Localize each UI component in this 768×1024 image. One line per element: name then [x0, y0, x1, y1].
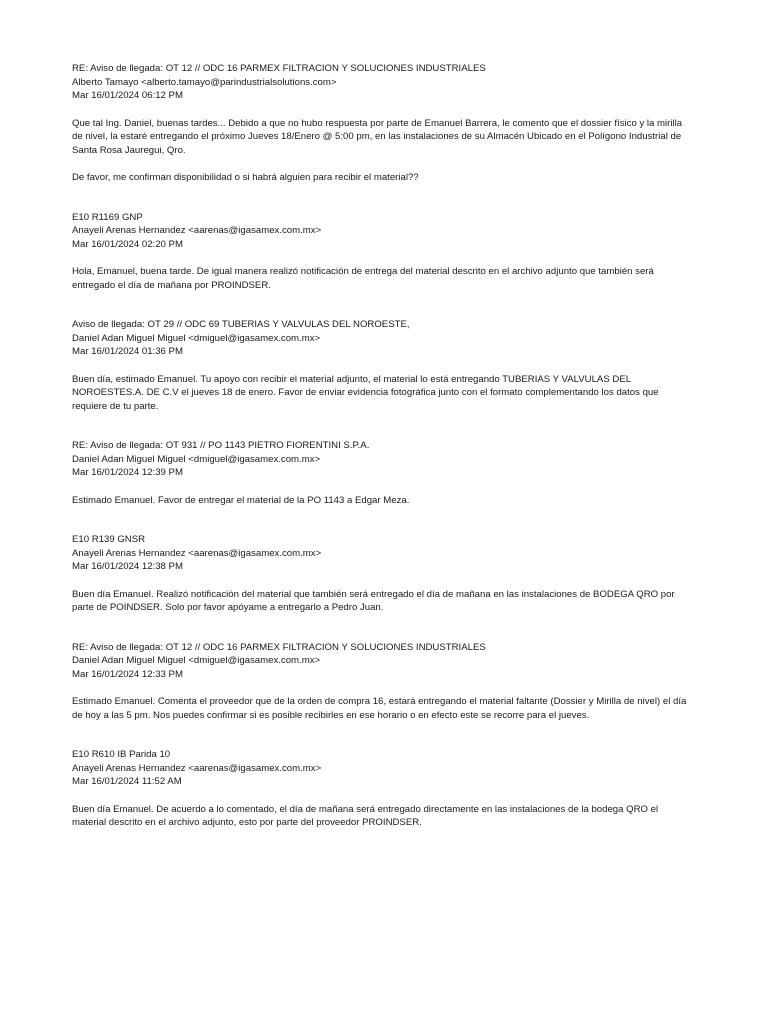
email-message — [72, 211, 692, 293]
email-subject: RE: Aviso de llegada: OT 12 // ODC 16 PARMEX FILTRACION Y SOLUCIONES INDUSTRIALES — [72, 63, 486, 74]
email-body-paragraph: Estimado Emanuel. Favor de entregar el material de la PO 1143 a Edgar Meza. — [72, 494, 410, 506]
email-subject: RE: Aviso de llegada: OT 12 // ODC 16 PARMEX FILTRACION Y SOLUCIONES INDUSTRIALES — [72, 641, 486, 653]
email-subject: Aviso de llegada: OT 29 // ODC 69 TUBERIAS Y VALVULAS DEL NOROESTE, — [72, 319, 410, 330]
email-subject: E10 R1169 GNP — [72, 211, 143, 223]
email-date: Mar 16/01/2024 11:52 AM — [72, 776, 182, 787]
email-sender: Anayeli Arenas Hernandez <aarenas@igasamex.com.mx> — [72, 547, 322, 559]
email-message — [72, 318, 692, 413]
email-date: Mar 16/01/2024 01:36 PM — [72, 346, 183, 357]
email-body-paragraph: Buen día, estimado Emanuel. Tu apoyo con recibir el material adjunto, el material lo está entregando TUBERIAS Y VALVULAS DEL NOROESTES.A. DE C.V el jueves 18 de enero. Favor de enviar evidencia fotográfica junto con el formato complementando los datos que requiere de tu parte. — [72, 373, 659, 412]
email-sender: Anayeli Arenas Hernandez <aarenas@igasamex.com.mx> — [72, 762, 322, 774]
email-subject: E10 R610 IB Parida 10 — [72, 749, 171, 760]
email-subject: E10 R139 GNSR — [72, 534, 146, 545]
email-message — [72, 641, 692, 723]
email-body-paragraph: De favor, me confirman disponibilidad o si habrá alguien para recibir el material?? — [72, 172, 419, 183]
email-body-paragraph: Que tal Ing. Daniel, buenas tardes... Debido a que no hubo respuesta por parte de Emanuel Barrera, le comento que el dossier físico y la mirilla de nivel, la estaré entregando el próximo Jueves 18/Enero @ 5:00 pm, en las instalaciones de su Almacén Ubicado en el Polígono Industrial de Santa Rosa Jauregui, Qro. — [72, 117, 683, 156]
email-body-paragraph: Estimado Emanuel. Comenta el proveedor que de la orden de compra 16, estará entregando el material faltante (Dossier y Mirilla de nivel) el día de hoy a las 5 pm. Nos puedes confirmar si es posible recibirles en ese horario o en efecto este se recorre para el jueves. — [72, 696, 687, 721]
email-sender: Daniel Adan Miguel Miguel <dmiguel@igasamex.com.mx> — [72, 453, 321, 465]
email-subject: RE: Aviso de llegada: OT 931 // PO 1143 PIETRO FIORENTINI S.P.A. — [72, 440, 370, 451]
email-date: Mar 16/01/2024 06:12 PM — [72, 90, 183, 101]
email-message — [72, 748, 692, 830]
email-body-paragraph: Buen día Emanuel. De acuerdo a lo comentado, el día de mañana será entregado directamente en las instalaciones de la bodega QRO el material descrito en el archivo adjunto, esto por parte del proveedor PROINDSER. — [72, 803, 659, 828]
email-sender: Daniel Adan Miguel Miguel <dmiguel@igasamex.com.mx> — [72, 332, 321, 344]
email-body-paragraph: Buen día Emanuel. Realizó notificación del material que también será entregado el día de mañana en las instalaciones de BODEGA QRO por parte de POINDSER. Solo por favor apóyame a entregarlo a Pedro Juan. — [72, 588, 675, 613]
email-message — [72, 439, 692, 507]
email-message — [72, 62, 692, 185]
email-sender: Alberto Tamayo <alberto.tamayo@parindustrialsolutions.com> — [72, 76, 337, 88]
email-thread — [72, 62, 692, 856]
email-body-paragraph: Hola, Emanuel, buena tarde. De igual manera realizó notificación de entrega del material descrito en el archivo adjunto que también será entregado el día de mañana por PROINDSER. — [72, 266, 654, 291]
email-date: Mar 16/01/2024 12:33 PM — [72, 668, 183, 680]
email-date: Mar 16/01/2024 02:20 PM — [72, 238, 183, 250]
email-sender: Daniel Adan Miguel Miguel <dmiguel@igasamex.com.mx> — [72, 655, 321, 666]
email-sender: Anayeli Arenas Hernandez <aarenas@igasamex.com.mx> — [72, 225, 322, 236]
email-date: Mar 16/01/2024 12:38 PM — [72, 561, 183, 572]
email-message — [72, 533, 692, 615]
email-date: Mar 16/01/2024 12:39 PM — [72, 467, 183, 478]
